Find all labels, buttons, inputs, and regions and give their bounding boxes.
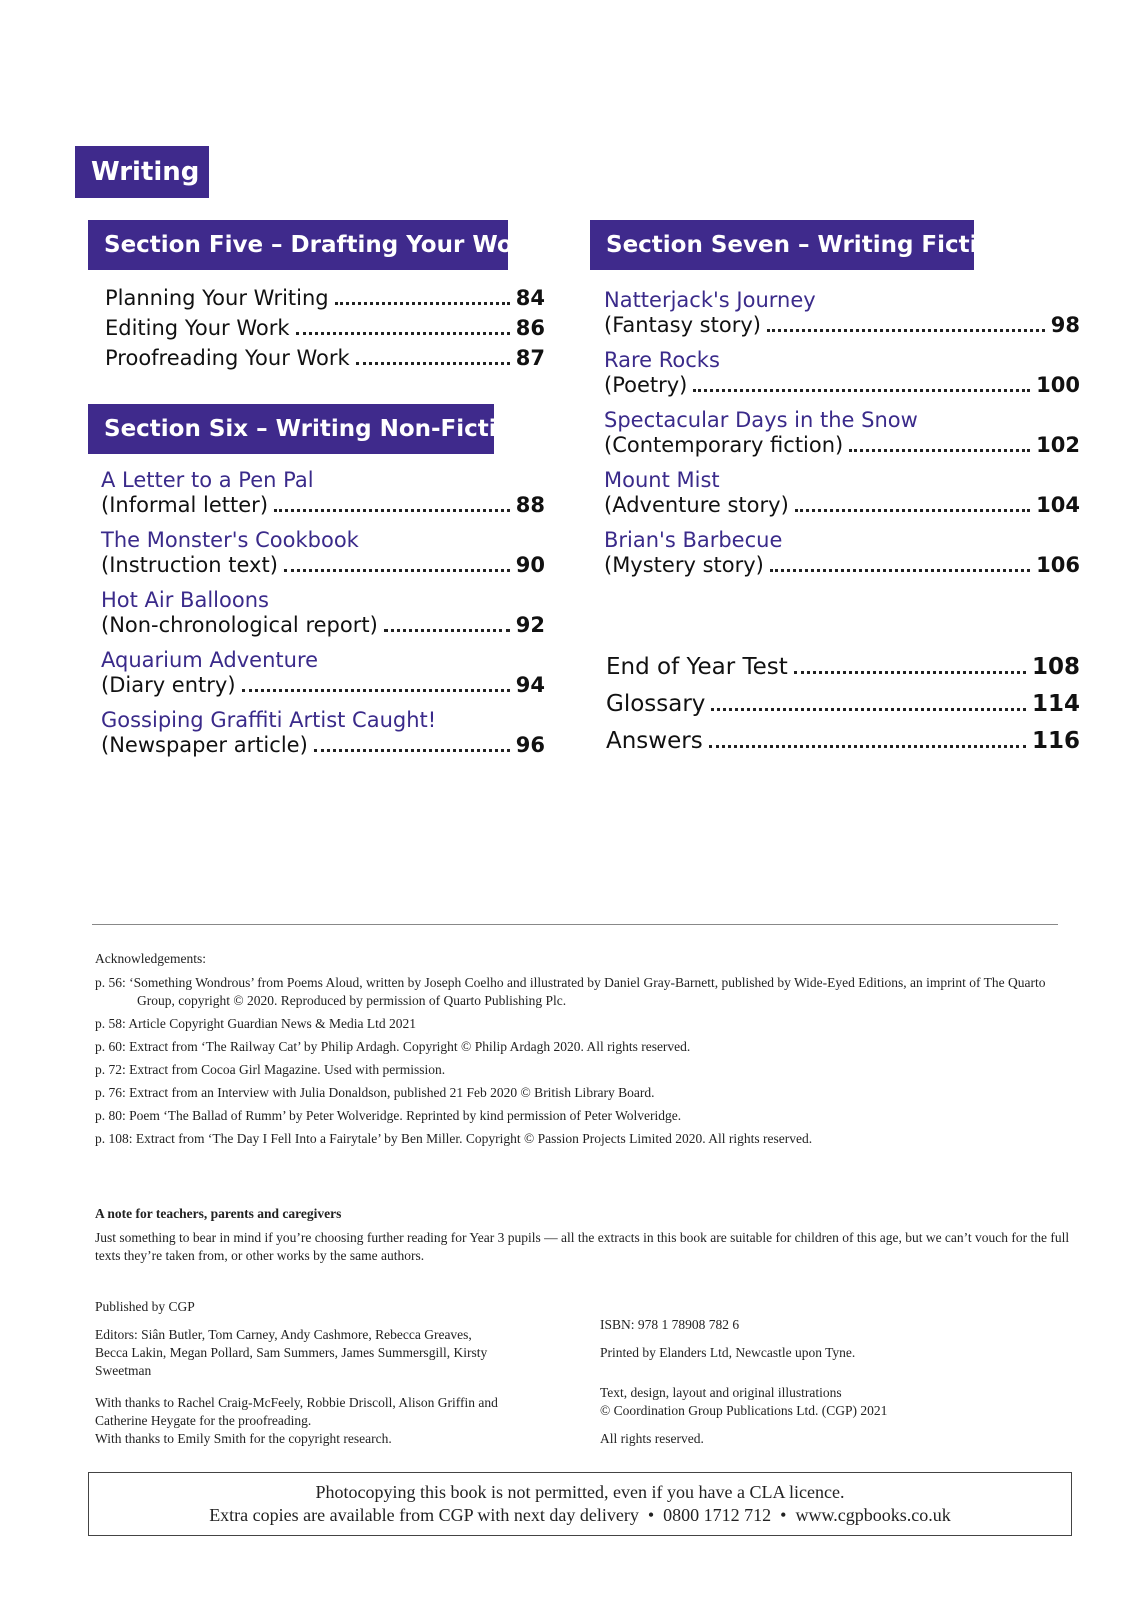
dot-leader xyxy=(711,708,1026,711)
toc-type: (Fantasy story) xyxy=(604,313,761,337)
toc-page: 96 xyxy=(515,733,545,757)
toc-page: 87 xyxy=(515,346,545,370)
dot-leader xyxy=(356,362,510,365)
acknowledgements xyxy=(95,950,1075,1153)
toc-type: (Poetry) xyxy=(604,373,688,397)
toc-type: (Informal letter) xyxy=(101,493,269,517)
toc-entry[interactable] xyxy=(101,588,545,638)
toc-type: (Adventure story) xyxy=(604,493,789,517)
dot-leader xyxy=(770,569,1030,572)
dot-leader xyxy=(284,569,510,572)
toc-type: (Non-chronological report) xyxy=(101,613,378,637)
toc-label: Planning Your Writing xyxy=(105,286,329,310)
thanks-copyright: With thanks to Emily Smith for the copyright research. xyxy=(95,1431,392,1446)
toc-title: A Letter to a Pen Pal xyxy=(101,468,314,492)
publisher-info xyxy=(95,1298,535,1458)
notice-line-2: Extra copies are available from CGP with next day delivery • 0800 1712 712 • www.cgpbooks.co.uk xyxy=(209,1505,951,1525)
rights: All rights reserved. xyxy=(600,1431,704,1446)
dot-leader xyxy=(384,629,510,632)
toc-type: (Instruction text) xyxy=(101,553,278,577)
note-body: Just something to bear in mind if you’re choosing further reading for Year 3 pupils — all the extracts in this book are suitable for children of this age, but we can’t vouch for the full texts they’re taken from, or other works by the same authors. xyxy=(95,1230,1070,1263)
toc-page: 114 xyxy=(1031,691,1080,717)
thanks-proofreading: With thanks to Rachel Craig-McFeely, Robbie Driscoll, Alison Griffin and Catherine Heygate for the proofreading. xyxy=(95,1395,498,1428)
divider xyxy=(92,924,1058,925)
toc-type: (Contemporary fiction) xyxy=(604,433,844,457)
editors: Editors: Siân Butler, Tom Carney, Andy Cashmore, Rebecca Greaves, Becca Lakin, Megan Pollard, Sam Summers, James Summersgill, Kirsty Sweetman xyxy=(95,1327,488,1378)
toc-page: 106 xyxy=(1036,553,1080,577)
writing-heading: Writing xyxy=(75,146,209,198)
section-five-list xyxy=(105,286,545,376)
toc-page: 100 xyxy=(1036,373,1080,397)
toc-page: 90 xyxy=(515,553,545,577)
toc-title: Rare Rocks xyxy=(604,348,720,372)
isbn: ISBN: 978 1 78908 782 6 xyxy=(600,1317,740,1332)
toc-label: Answers xyxy=(606,728,703,754)
acknowledgements-heading: Acknowledgements: xyxy=(95,951,206,966)
toc-title: Aquarium Adventure xyxy=(101,648,319,672)
toc-label: Proofreading Your Work xyxy=(105,346,350,370)
toc-entry[interactable] xyxy=(604,348,1080,398)
section-six-heading: Section Six – Writing Non-Fiction xyxy=(88,404,494,454)
toc-page: 108 xyxy=(1031,654,1080,680)
published-by: Published by CGP xyxy=(95,1299,195,1314)
toc-type: (Newspaper article) xyxy=(101,733,308,757)
toc-page: 116 xyxy=(1031,728,1080,754)
printed-by: Printed by Elanders Ltd, Newcastle upon Tyne. xyxy=(600,1345,856,1360)
toc-title: Brian's Barbecue xyxy=(604,528,783,552)
toc-title: Natterjack's Journey xyxy=(604,288,816,312)
acknowledgement-item: p. 56: ‘Something Wondrous’ from Poems Aloud, written by Joseph Coelho and illustrated by Daniel Gray-Barnett, published by Wide-Eyed Editions, an imprint of The Quarto Group, copyright © 2020. Reproduced by permission of Quarto Publishing Plc. xyxy=(95,975,1046,1008)
dot-leader xyxy=(767,329,1045,332)
acknowledgement-item: p. 80: Poem ‘The Ballad of Rumm’ by Peter Wolveridge. Reprinted by kind permission of Peter Wolveridge. xyxy=(95,1108,682,1123)
toc-title: The Monster's Cookbook xyxy=(101,528,359,552)
toc-entry[interactable] xyxy=(101,468,545,518)
toc-page: 88 xyxy=(515,493,545,517)
acknowledgement-item: p. 72: Extract from Cocoa Girl Magazine. Used with permission. xyxy=(95,1062,446,1077)
toc-entry[interactable] xyxy=(606,654,1080,691)
acknowledgement-item: p. 76: Extract from an Interview with Julia Donaldson, published 21 Feb 2020 © British Library Board. xyxy=(95,1085,655,1100)
toc-entry[interactable] xyxy=(105,316,545,346)
acknowledgement-item: p. 58: Article Copyright Guardian News & Media Ltd 2021 xyxy=(95,1016,416,1031)
teacher-note xyxy=(95,1205,1075,1275)
toc-entry[interactable] xyxy=(101,648,545,698)
dot-leader xyxy=(314,749,510,752)
section-seven-heading: Section Seven – Writing Fiction xyxy=(590,220,974,270)
toc-page: 102 xyxy=(1036,433,1080,457)
acknowledgement-item: p. 108: Extract from ‘The Day I Fell Into a Fairytale’ by Ben Miller. Copyright © Passion Projects Limited 2020. All rights reserved. xyxy=(95,1131,813,1146)
toc-label: Editing Your Work xyxy=(105,316,290,340)
toc-title: Gossiping Graffiti Artist Caught! xyxy=(101,708,437,732)
dot-leader xyxy=(795,509,1030,512)
dot-leader xyxy=(794,671,1026,674)
toc-entry[interactable] xyxy=(101,528,545,578)
toc-entry[interactable] xyxy=(604,528,1080,578)
note-heading: A note for teachers, parents and caregivers xyxy=(95,1206,342,1221)
toc-page: 84 xyxy=(515,286,545,310)
notice-line-1: Photocopying this book is not permitted, even if you have a CLA licence. xyxy=(315,1482,845,1502)
toc-entry[interactable] xyxy=(101,708,545,758)
toc-entry[interactable] xyxy=(606,691,1080,728)
toc-entry[interactable] xyxy=(604,288,1080,338)
toc-title: Mount Mist xyxy=(604,468,720,492)
end-matter-list xyxy=(606,654,1080,765)
acknowledgement-item: p. 60: Extract from ‘The Railway Cat’ by Philip Ardagh. Copyright © Philip Ardagh 2020. All rights reserved. xyxy=(95,1039,691,1054)
dot-leader xyxy=(296,332,510,335)
toc-entry[interactable] xyxy=(604,468,1080,518)
toc-entry[interactable] xyxy=(604,408,1080,458)
toc-page: 94 xyxy=(515,673,545,697)
toc-title: Spectacular Days in the Snow xyxy=(604,408,918,432)
toc-type: (Diary entry) xyxy=(101,673,236,697)
dot-leader xyxy=(274,509,510,512)
section-six-list xyxy=(101,468,545,768)
dot-leader xyxy=(693,389,1030,392)
section-five-heading: Section Five – Drafting Your Work xyxy=(88,220,508,270)
toc-entry[interactable] xyxy=(105,346,545,376)
toc-title: Hot Air Balloons xyxy=(101,588,269,612)
toc-page: 104 xyxy=(1036,493,1080,517)
dot-leader xyxy=(849,449,1030,452)
text-design: Text, design, layout and original illustrations xyxy=(600,1385,842,1400)
photocopy-notice xyxy=(88,1472,1072,1536)
toc-label: End of Year Test xyxy=(606,654,788,680)
toc-entry[interactable] xyxy=(606,728,1080,765)
toc-page: 98 xyxy=(1050,313,1080,337)
copyright: © Coordination Group Publications Ltd. (CGP) 2021 xyxy=(600,1403,888,1418)
toc-label: Glossary xyxy=(606,691,706,717)
toc-page: 92 xyxy=(515,613,545,637)
dot-leader xyxy=(242,689,510,692)
toc-entry[interactable] xyxy=(105,286,545,316)
isbn-info xyxy=(600,1316,1040,1458)
toc-type: (Mystery story) xyxy=(604,553,764,577)
section-seven-list xyxy=(604,288,1080,588)
toc-page: 86 xyxy=(515,316,545,340)
dot-leader xyxy=(335,302,510,305)
dot-leader xyxy=(709,745,1026,748)
